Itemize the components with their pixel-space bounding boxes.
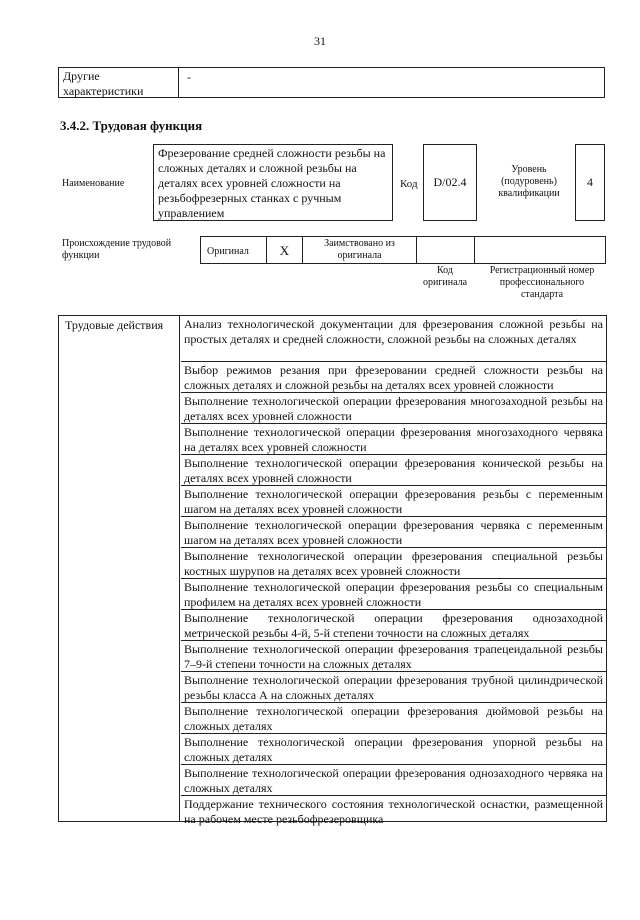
- labor-actions-label: Трудовые действия: [59, 316, 180, 821]
- other-characteristics-value: -: [187, 70, 191, 84]
- labor-action-row: Выполнение технологической операции фрезерования трапецеидальной резьбы 7–9-й степени точности на сложных деталях: [181, 641, 606, 672]
- section-title: 3.4.2. Трудовая функция: [60, 118, 203, 133]
- level-label: Уровень (подуровень) квалификации: [498, 164, 560, 199]
- labor-action-row: Выбор режимов резания при фрезеровании средней сложности резьбы на сложных деталях и сложной резьбы на деталях всех уровней сложности: [181, 362, 606, 393]
- level-value: 4: [575, 144, 605, 221]
- code-value: D/02.4: [423, 144, 477, 221]
- labor-action-row: Выполнение технологической операции фрезерования упорной резьбы на сложных деталях: [181, 734, 606, 765]
- code-label: Код: [400, 178, 418, 190]
- labor-action-row: Выполнение технологической операции фрезерования специальной резьбы костных шурупов на деталях всех уровней сложности: [181, 548, 606, 579]
- origin-table: [200, 236, 606, 264]
- function-name-box: Фрезерование средней сложности резьбы на сложных деталях и сложной резьбы на деталях всех уровней сложности на резьбофрезерных станках с ручным управлением: [153, 144, 393, 221]
- origin-original-cell: [201, 237, 267, 263]
- labor-action-row: Выполнение технологической операции фрезерования резьбы со специальным профилем на деталях всех уровней сложности: [181, 579, 606, 610]
- origin-borrowed-label: Заимствовано из оригинала: [324, 238, 395, 261]
- origin-reg-cell: [475, 237, 605, 263]
- labor-actions-table: [58, 315, 607, 826]
- labor-action-row: Выполнение технологической операции фрезерования однозаходного червяка на сложных деталях: [181, 765, 606, 796]
- reg-number-caption: Регистрационный номер профессионального стандарта: [489, 265, 595, 300]
- labor-action-row: Анализ технологической документации для фрезерования сложной резьбы на простых деталях и средней сложности, сложной резьбы на сложных деталях: [181, 316, 606, 362]
- name-label: Наименование: [62, 178, 125, 189]
- labor-action-row: Выполнение технологической операции фрезерования конической резьбы на деталях всех уровней сложности: [181, 455, 606, 486]
- origin-label: Происхождение трудовой функции: [62, 238, 172, 261]
- labor-action-row: Выполнение технологической операции фрезерования червяка с переменным шагом на деталях всех уровней сложности: [181, 517, 606, 548]
- labor-action-row: Выполнение технологической операции фрезерования многозаходной резьбы на деталях всех уровней сложности: [181, 393, 606, 424]
- other-characteristics-table: [58, 67, 605, 98]
- code-original-caption: Код оригинала: [422, 265, 468, 288]
- labor-action-row: Выполнение технологической операции фрезерования резьбы с переменным шагом на деталях всех уровней сложности: [181, 486, 606, 517]
- labor-action-row: Выполнение технологической операции фрезерования многозаходного червяка на деталях всех уровней сложности: [181, 424, 606, 455]
- labor-action-row: Выполнение технологической операции фрезерования трубной цилиндрической резьбы класса А на сложных деталях: [181, 672, 606, 703]
- origin-mark: X: [267, 237, 303, 263]
- page-number: 31: [314, 34, 326, 48]
- labor-action-row: Выполнение технологической операции фрезерования дюймовой резьбы на сложных деталях: [181, 703, 606, 734]
- origin-original-label: Оригинал: [207, 246, 249, 257]
- origin-borrowed-cell: [303, 237, 417, 263]
- origin-code-cell: [417, 237, 475, 263]
- labor-action-row: Выполнение технологической операции фрезерования однозаходной метрической резьбы 4-й, 5-й степени точности на сложных деталях: [181, 610, 606, 641]
- labor-action-row: Поддержание технического состояния технологической оснастки, размещенной на рабочем месте резьбофрезеровщика: [184, 797, 603, 826]
- other-characteristics-label: Другие характеристики: [59, 68, 179, 97]
